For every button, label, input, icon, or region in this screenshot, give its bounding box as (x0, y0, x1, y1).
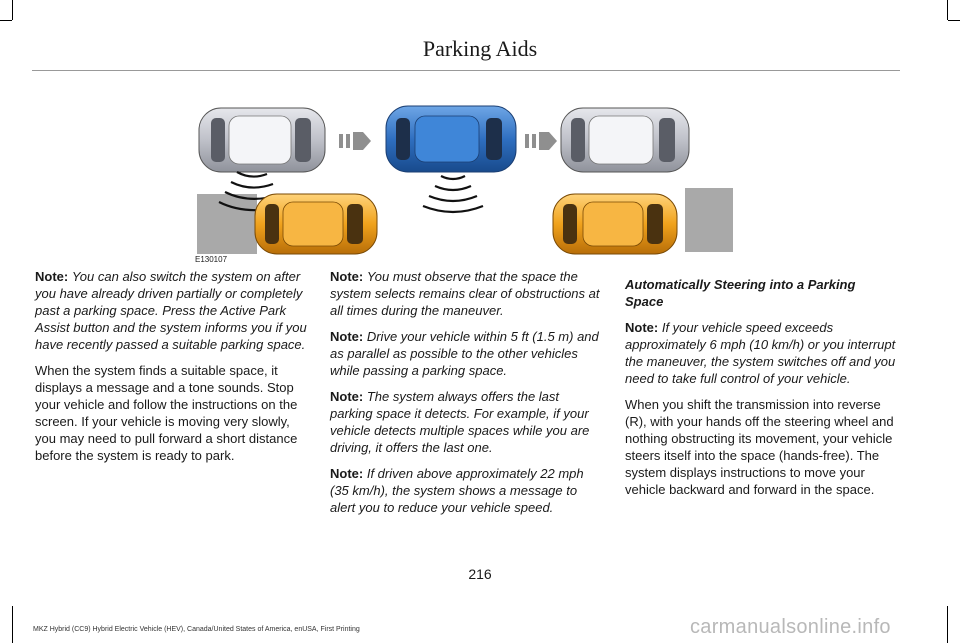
note-paragraph (625, 319, 897, 387)
parking-illustration (193, 96, 738, 266)
curb-right (685, 188, 733, 252)
orange-car-left (255, 194, 377, 254)
section-heading: Automatically Steering into a Parking Space (625, 277, 856, 309)
arrow-right-icon (339, 132, 371, 150)
crop-mark (947, 0, 948, 20)
note-paragraph (330, 268, 602, 319)
crop-mark (947, 606, 948, 643)
page-title: Parking Aids (422, 36, 538, 61)
blue-car-center (386, 106, 516, 172)
body-paragraph: When the system finds a suitable space, it displays a message and a tone sounds. Stop your vehicle and follow the instructions on the screen. If your vehicle is moving very slowly, you may need to pull forward a short distance before the system is ready to park. (35, 363, 298, 463)
note-text: You must observe that the space the system selects remains clear of obstructions at all times during the maneuver. (330, 269, 600, 318)
sensor-waves-icon (423, 176, 483, 212)
figure-id: E130107 (195, 255, 228, 264)
body-paragraph: When you shift the transmission into reverse (R), with your hands off the steering wheel and nothing obstructing its movement, your vehicle steers itself into the space (hands-free). The system displays instructions to move your vehicle backward and forward in the space. (625, 397, 894, 497)
text-column-3 (625, 276, 897, 507)
note-paragraph (330, 328, 602, 379)
note-paragraph (35, 268, 307, 353)
footer-text: MKZ Hybrid (CC9) Hybrid Electric Vehicle (HEV), Canada/United States of America, enUSA, First Printing (33, 626, 360, 633)
note-label: Note: (330, 389, 364, 404)
silver-car-right (561, 108, 689, 172)
note-text: If driven above approximately 22 mph (35 km/h), the system shows a message to alert you to reduce your vehicle speed. (330, 466, 584, 515)
orange-car-right (553, 194, 677, 254)
page-number: 216 (468, 566, 492, 582)
note-text: The system always offers the last parking space it detects. For example, if your vehicle detects multiple spaces while you are driving, it offers the last one. (330, 389, 590, 455)
note-label: Note: (625, 320, 659, 335)
note-text: If your vehicle speed exceeds approximately 6 mph (10 km/h) or you interrupt the maneuver, the system switches off and you need to take full control of your vehicle. (625, 320, 896, 386)
text-column-2 (330, 268, 602, 525)
text-column-1 (35, 268, 307, 473)
note-label: Note: (330, 269, 364, 284)
crop-mark (948, 20, 960, 21)
arrow-right-icon (525, 132, 557, 150)
title-divider (32, 70, 900, 71)
silver-car-left (199, 108, 325, 172)
watermark: carmanualsonline.info (690, 616, 891, 638)
note-label: Note: (35, 269, 69, 284)
note-label: Note: (330, 466, 364, 481)
note-label: Note: (330, 329, 364, 344)
note-text: You can also switch the system on after you have already driven partially or completely past a parking space. Press the Active Park Assist button and the system informs you if you have recently passed a suitable parking space. (35, 269, 307, 352)
curb-left (197, 194, 257, 254)
note-paragraph (330, 388, 602, 456)
note-text: Drive your vehicle within 5 ft (1.5 m) and as parallel as possible to the other vehicles while passing a parking space. (330, 329, 599, 378)
crop-mark (0, 20, 12, 21)
crop-mark (12, 0, 13, 20)
crop-mark (12, 606, 13, 643)
note-paragraph (330, 465, 602, 516)
